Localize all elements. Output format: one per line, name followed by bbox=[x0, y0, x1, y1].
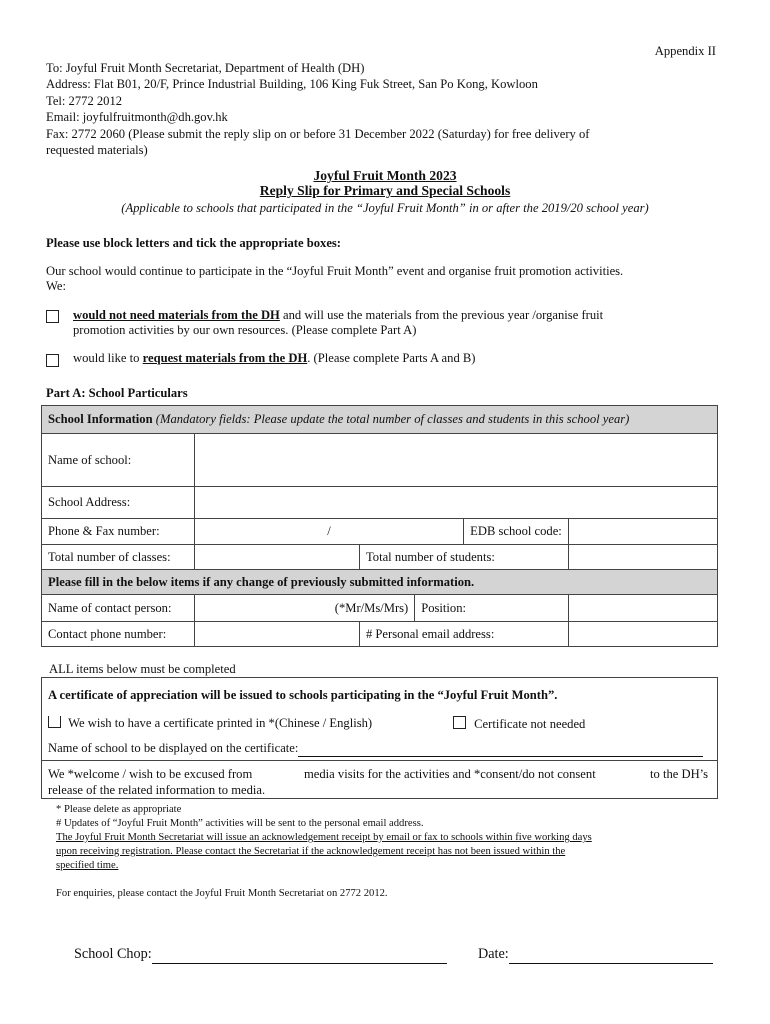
school-address-row bbox=[42, 487, 718, 519]
phone-fax-field[interactable] bbox=[194, 519, 463, 545]
fax-line-cont: requested materials) bbox=[46, 143, 148, 158]
date-row bbox=[478, 946, 713, 964]
position-label: Position: bbox=[415, 595, 569, 622]
school-address-field[interactable] bbox=[194, 487, 717, 519]
certificate-printed-label: We wish to have a certificate printed in *(Chinese / English) bbox=[68, 716, 373, 730]
phone-fax-label: Phone & Fax number: bbox=[42, 519, 195, 545]
form-subtitle: Reply Slip for Primary and Special Schools bbox=[259, 183, 511, 198]
option-request-bold: request materials from the DH bbox=[142, 351, 308, 365]
change-header-row bbox=[42, 570, 718, 595]
total-students-label: Total number of students: bbox=[359, 545, 568, 570]
display-name-field[interactable] bbox=[298, 741, 703, 757]
certificate-heading: A certificate of appreciation will be issued to schools participating in the “Joyful Fruit Month”. bbox=[48, 688, 558, 702]
school-chop-field[interactable] bbox=[152, 946, 447, 964]
school-chop-label: School Chop: bbox=[74, 946, 152, 962]
date-field[interactable] bbox=[509, 946, 713, 964]
total-classes-label: Total number of classes: bbox=[42, 545, 195, 570]
instruction: Please use block letters and tick the appropriate boxes: bbox=[46, 236, 341, 250]
enquiries-note: For enquiries, please contact the Joyful Fruit Month Secretariat on 2772 2012. bbox=[56, 888, 388, 899]
intro-we: We: bbox=[46, 279, 66, 293]
certificate-printed-checkbox[interactable] bbox=[48, 716, 61, 728]
phone-fax-row bbox=[42, 519, 718, 545]
name-of-school-row bbox=[42, 434, 718, 487]
school-info-header-note: (Mandatory fields: Please update the total number of classes and students in this school year) bbox=[152, 412, 630, 426]
note-delete: * Please delete as appropriate bbox=[56, 804, 182, 815]
personal-email-field[interactable] bbox=[568, 622, 717, 647]
note-ack-2: upon receiving registration. Please contact the Secretariat if the acknowledgement receipt has not been issued within the bbox=[56, 846, 566, 857]
intro-line: Our school would continue to participate in the “Joyful Fruit Month” event and organise fruit promotion activities. bbox=[46, 264, 624, 278]
phone-fax-slash: / bbox=[327, 524, 331, 538]
contact-phone-field[interactable] bbox=[194, 622, 359, 647]
option-request-post: . (Please complete Parts A and B) bbox=[307, 351, 476, 365]
school-address-label: School Address: bbox=[42, 487, 195, 519]
media-consent-c: to the DH’s bbox=[650, 767, 709, 781]
media-consent-a: We *welcome / wish to be excused from bbox=[48, 767, 253, 781]
option-request-pre: would like to bbox=[73, 351, 143, 365]
fax-line: Fax: 2772 2060 (Please submit the reply slip on or before 31 December 2022 (Saturday) for free delivery of bbox=[46, 126, 590, 141]
media-consent-b: media visits for the activities and *consent/do not consent bbox=[304, 767, 596, 781]
date-label: Date: bbox=[478, 946, 509, 962]
contact-phone-label: Contact phone number: bbox=[42, 622, 195, 647]
appendix-label: Appendix II bbox=[654, 44, 716, 58]
contact-person-label: Name of contact person: bbox=[42, 595, 195, 622]
edb-code-field[interactable] bbox=[568, 519, 717, 545]
media-consent-line2: release of the related information to media. bbox=[48, 783, 266, 797]
notes-block bbox=[56, 803, 592, 873]
option-no-materials-rest: and will use the materials from the previous year /organise fruit bbox=[279, 308, 604, 322]
note-ack-3: specified time. bbox=[56, 860, 119, 871]
note-email-updates: # Updates of “Joyful Fruit Month” activities will be sent to the personal email address. bbox=[56, 818, 424, 829]
total-students-field[interactable] bbox=[568, 545, 717, 570]
school-info-header-row bbox=[42, 406, 718, 434]
school-particulars-table bbox=[41, 405, 718, 647]
change-header: Please fill in the below items if any change of previously submitted information. bbox=[42, 570, 718, 595]
name-of-school-field[interactable] bbox=[194, 434, 717, 487]
contact-person-row bbox=[42, 595, 718, 622]
certificate-section bbox=[41, 677, 718, 799]
option-no-materials-bold: would not need materials from the DH bbox=[73, 308, 280, 322]
school-info-header: School Information bbox=[48, 412, 153, 426]
total-classes-field[interactable] bbox=[194, 545, 359, 570]
title-options: (*Mr/Ms/Mrs) bbox=[334, 600, 409, 615]
certificate-not-needed-label: Certificate not needed bbox=[474, 717, 586, 731]
address-line: Address: Flat B01, 20/F, Prince Industrial Building, 106 King Fuk Street, San Po Kong, Kowloon bbox=[46, 77, 538, 92]
contact-person-field[interactable] bbox=[194, 595, 414, 622]
all-items-note: ALL items below must be completed bbox=[49, 662, 236, 676]
personal-email-label: # Personal email address: bbox=[359, 622, 568, 647]
certificate-divider bbox=[42, 760, 717, 761]
option-request-materials-checkbox[interactable] bbox=[46, 354, 59, 367]
display-name-label: Name of school to be displayed on the certificate: bbox=[48, 741, 299, 755]
option-no-materials-line2: promotion activities by our own resources. (Please complete Part A) bbox=[73, 323, 417, 337]
to-line: To: Joyful Fruit Month Secretariat, Department of Health (DH) bbox=[46, 61, 365, 75]
part-a-heading: Part A: School Particulars bbox=[46, 386, 188, 400]
totals-row bbox=[42, 545, 718, 570]
applicability-note: (Applicable to schools that participated in the “Joyful Fruit Month” in or after the 2019/20 school year) bbox=[121, 201, 649, 215]
contact-phone-row bbox=[42, 622, 718, 647]
option-request-materials bbox=[73, 351, 475, 366]
email-line: Email: joyfulfruitmonth@dh.gov.hk bbox=[46, 110, 228, 125]
title-block bbox=[0, 168, 770, 216]
certificate-not-needed-checkbox[interactable] bbox=[453, 716, 466, 729]
position-field[interactable] bbox=[568, 595, 717, 622]
note-ack-1: The Joyful Fruit Month Secretariat will issue an acknowledgement receipt by email or fax to schools within five working days bbox=[56, 832, 592, 843]
name-of-school-label: Name of school: bbox=[42, 434, 195, 487]
option-no-materials-checkbox[interactable] bbox=[46, 310, 59, 323]
address-block bbox=[46, 60, 589, 158]
edb-code-label: EDB school code: bbox=[464, 519, 569, 545]
form-title: Joyful Fruit Month 2023 bbox=[313, 168, 457, 183]
intro-text bbox=[46, 264, 623, 294]
tel-line: Tel: 2772 2012 bbox=[46, 93, 123, 108]
school-chop-row bbox=[74, 946, 447, 964]
option-no-materials bbox=[73, 308, 603, 338]
